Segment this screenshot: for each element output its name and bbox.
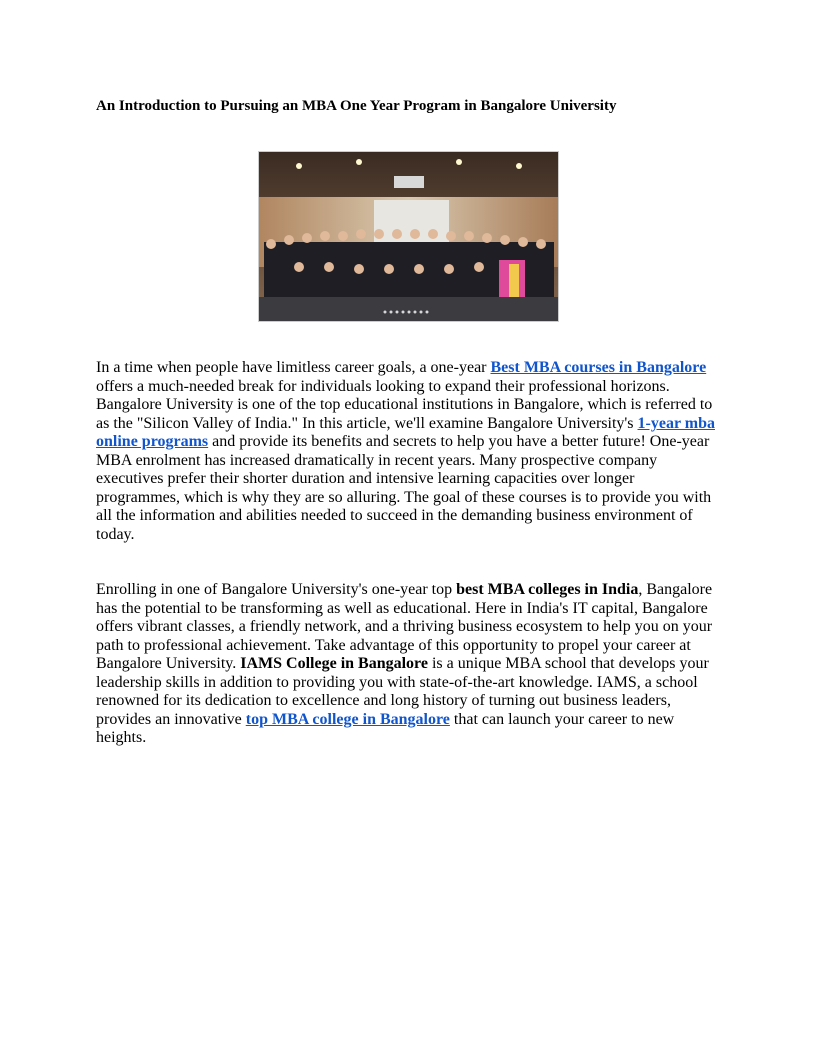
top-mba-college-link[interactable]: top MBA college in Bangalore (245, 710, 450, 728)
enrolling-paragraph (96, 581, 720, 748)
bold-text: IAMS College in Bangalore (240, 655, 428, 672)
group-photo-image (259, 152, 558, 321)
paragraph-text: that can launch your career to new heights. (96, 710, 675, 746)
paragraph-text: In a time when people have limitless career goals, a one-year (96, 359, 491, 376)
document-page (96, 96, 720, 748)
paragraph-text: , Bangalore has the potential to be transforming as well as educational. Here in India's IT capital, Bangalore offers vibrant classes, a friendly network, and a thriving business ecosystem to help you on your path to professional achievement. Take advantage of this opportunity to propel your career at Bangalore University. (96, 581, 713, 672)
paragraph-text: Enrolling in one of Bangalore University's one-year top (96, 581, 457, 598)
page-title: An Introduction to Pursuing an MBA One Year Program in Bangalore University (96, 98, 617, 114)
paragraph-text: and provide its benefits and secrets to help you have a better future! One-year MBA enrolment has increased dramatically in recent years. Many prospective company executives prefer their shorter duration and intensive learning capacities over longer programmes, which is why they are so alluring. The goal of these courses is to provide you with all the information and abilities needed to succeed in the demanding business environment of today. (96, 433, 712, 543)
paragraph-text: offers a much-needed break for individuals looking to expand their professional horizons. Bangalore University is one of the top educational institutions in Bangalore, which is referred to as the "Silicon Valley of India." In this article, we'll examine Bangalore University's (96, 377, 713, 432)
bold-text: best MBA colleges in India (456, 581, 639, 598)
one-year-mba-online-link[interactable]: 1-year mba online programs (96, 414, 715, 450)
intro-paragraph (96, 359, 720, 544)
best-mba-courses-link[interactable]: Best MBA courses in Bangalore (490, 359, 707, 376)
group-photo (258, 151, 559, 322)
paragraph-text: is a unique MBA school that develops your leadership skills in addition to providing you with state-of-the-art knowledge. IAMS, a school renowned for its dedication to excellence and long history of turning out business leaders, provides an innovative (96, 655, 709, 728)
